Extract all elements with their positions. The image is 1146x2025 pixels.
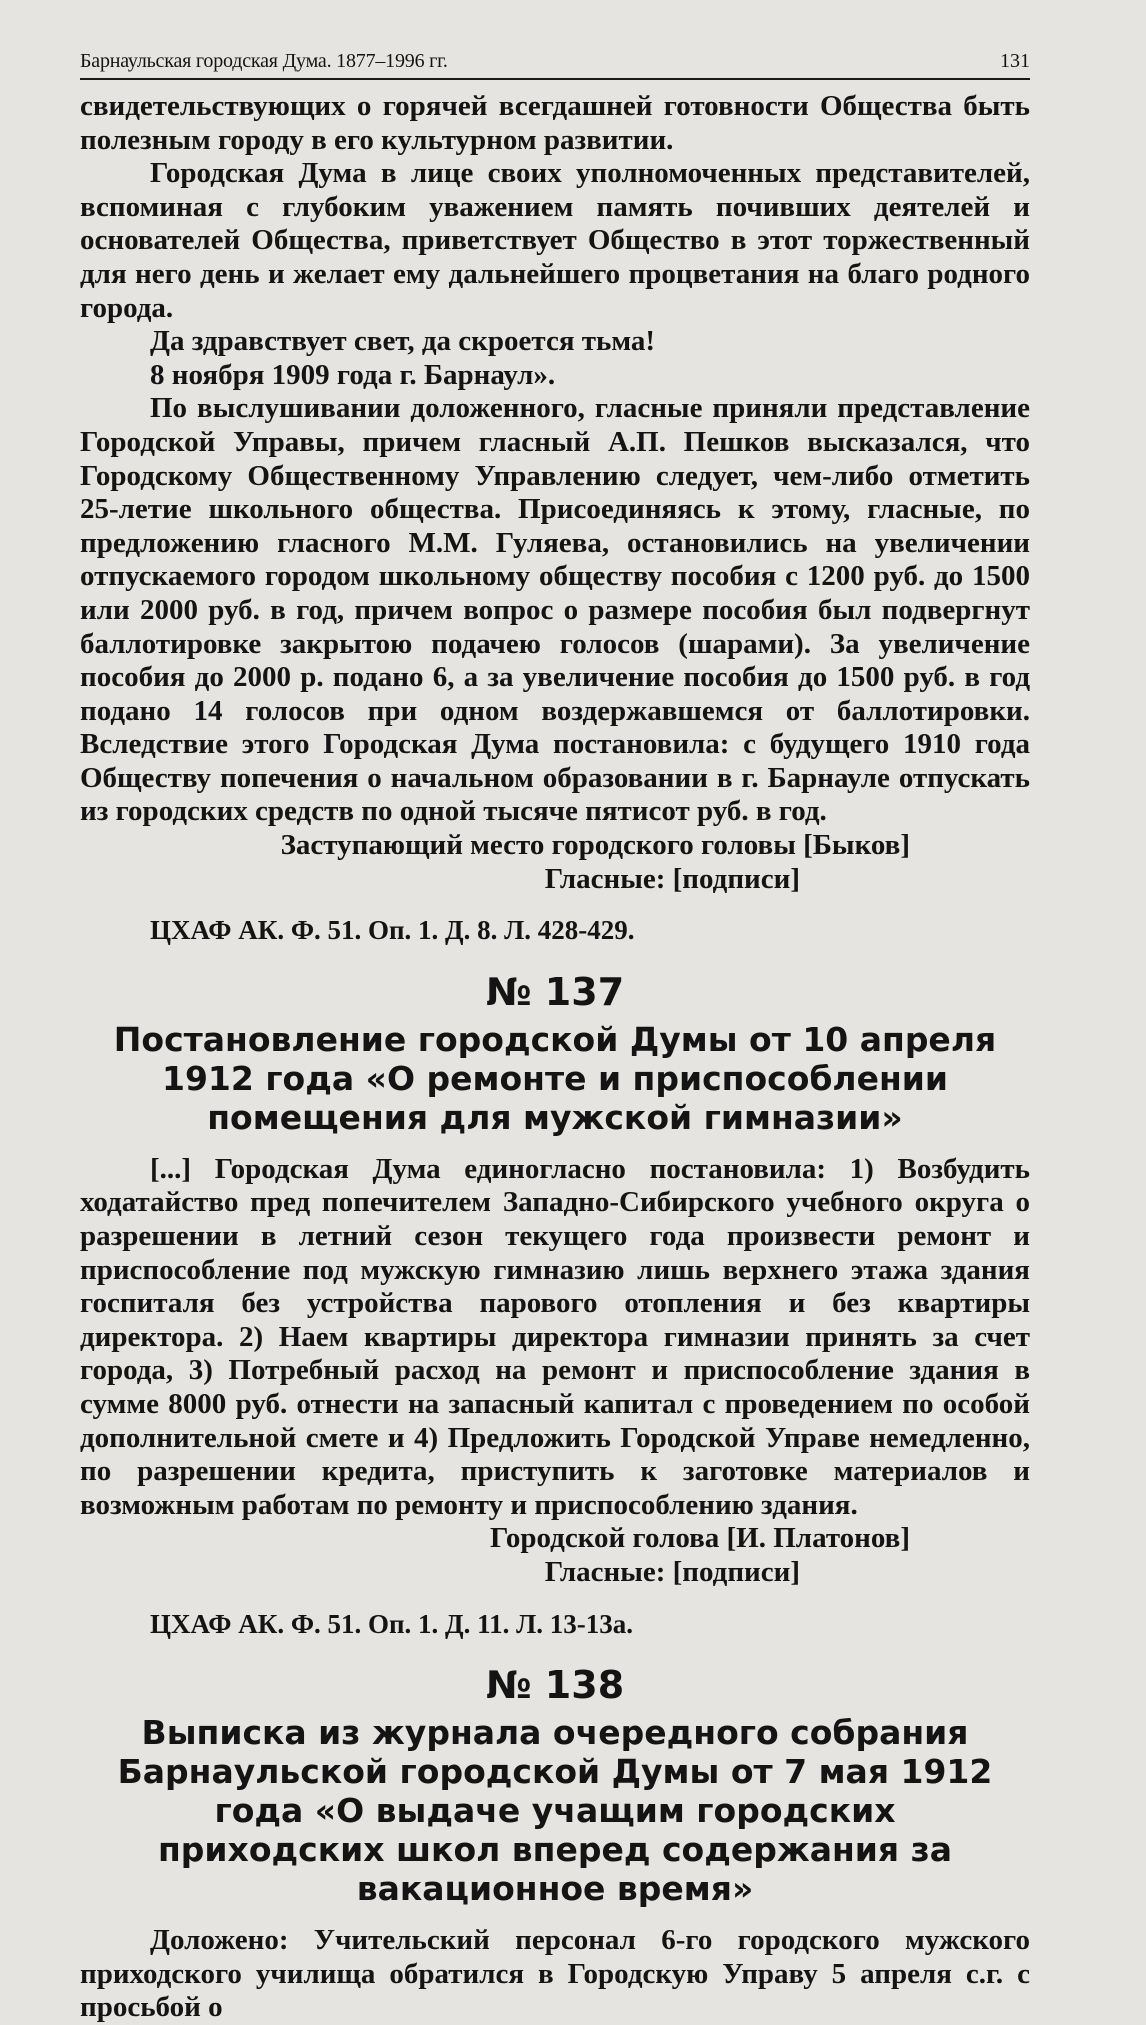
paragraph: 8 ноября 1909 года г. Барнаул». bbox=[150, 358, 556, 391]
page-header bbox=[80, 48, 1030, 80]
paragraph: свидетельствующих о горячей всегдашней готовности Общества быть полезным городу в его культурном развитии. bbox=[80, 90, 1030, 156]
signature-line: Гласные: [подписи] bbox=[544, 1555, 800, 1588]
document-title: Выписка из журнала очередного собрания Барнаульской городской Думы от 7 мая 1912 года «О выдаче учащим городских приходских школ вперед содержания за вакационное время» bbox=[117, 1713, 993, 1909]
document-number: № 137 bbox=[485, 969, 625, 1014]
paragraph: Доложено: Учительский персонал 6-го городского мужского приходского училища обратился в Городскую Управу 5 апреля с.г. с просьбой о bbox=[80, 1924, 1030, 2024]
document-number: № 138 bbox=[485, 1663, 625, 1708]
signature-line: Гласные: [подписи] bbox=[544, 862, 800, 895]
signature-line: Городской голова [И. Платонов] bbox=[489, 1522, 910, 1555]
page-number: 131 bbox=[1000, 50, 1030, 72]
archive-source: ЦХАФ АК. Ф. 51. Оп. 1. Д. 8. Л. 428-429. bbox=[150, 915, 635, 946]
running-title: Барнаульская городская Дума. 1877–1996 гг. bbox=[80, 50, 448, 72]
archive-source: ЦХАФ АК. Ф. 51. Оп. 1. Д. 11. Л. 13-13а. bbox=[150, 1608, 634, 1639]
paragraph: Да здравствует свет, да скроется тьма! bbox=[150, 325, 656, 358]
paragraph: [...] Городская Дума единогласно постановила: 1) Возбудить ходатайство пред попечителем Западно-Сибирского учебного округа о разрешении в летний сезон текущего года произвести ремонт и приспособление под мужскую гимназию лишь верхнего этажа здания госпиталя без устройства парового отопления и без квартиры директора. 2) Наем квартиры директора гимназии принять за счет города, 3) Потребный расход на ремонт и приспособление здания в сумме 8000 руб. отнести на запасный капитал с проведением по особой дополнительной смете и 4) Предложить Городской Управе немедленно, по разрешении кредита, приступить к заготовке материалов и возможным работам по ремонту и приспособлению здания. bbox=[80, 1152, 1030, 1521]
paragraph: Городская Дума в лице своих уполномоченных представителей, вспоминая с глубоким уважением память почивших деятелей и основателей Общества, приветствует Общество в этот торжественный для него день и желает ему дальнейшего процветания на благо родного города. bbox=[80, 157, 1030, 324]
paragraph: По выслушивании доложенного, гласные приняли представление Городской Управы, причем гласный А.П. Пешков высказался, что Городскому Общественному Управлению следует, чем-либо отметить 25-летие школьного общества. Присоединяясь к этому, гласные, по предложению гласного М.М. Гуляева, остановились на увеличении отпускаемого городом школьному обществу пособия с 1200 руб. до 1500 или 2000 руб. в год, причем вопрос о размере пособия был подвергнут баллотировке закрытою подачею голосов (шарами). За увеличение пособия до 2000 р. подано 6, а за увеличение пособия до 1500 руб. в год подано 14 голосов при одном воздержавшемся от баллотировки. Вследствие этого Городская Дума постановила: с будущего 1910 года Обществу попечения о начальном образовании в г. Барнауле отпускать из городских средств по одной тысяче пятисот руб. в год. bbox=[80, 392, 1030, 828]
signature-line: Заступающий место городского головы [Быков] bbox=[280, 829, 910, 862]
document-title: Постановление городской Думы от 10 апреля 1912 года «О ремонте и приспособлении помещения для мужской гимназии» bbox=[113, 1019, 997, 1137]
page-content bbox=[80, 90, 1030, 2025]
